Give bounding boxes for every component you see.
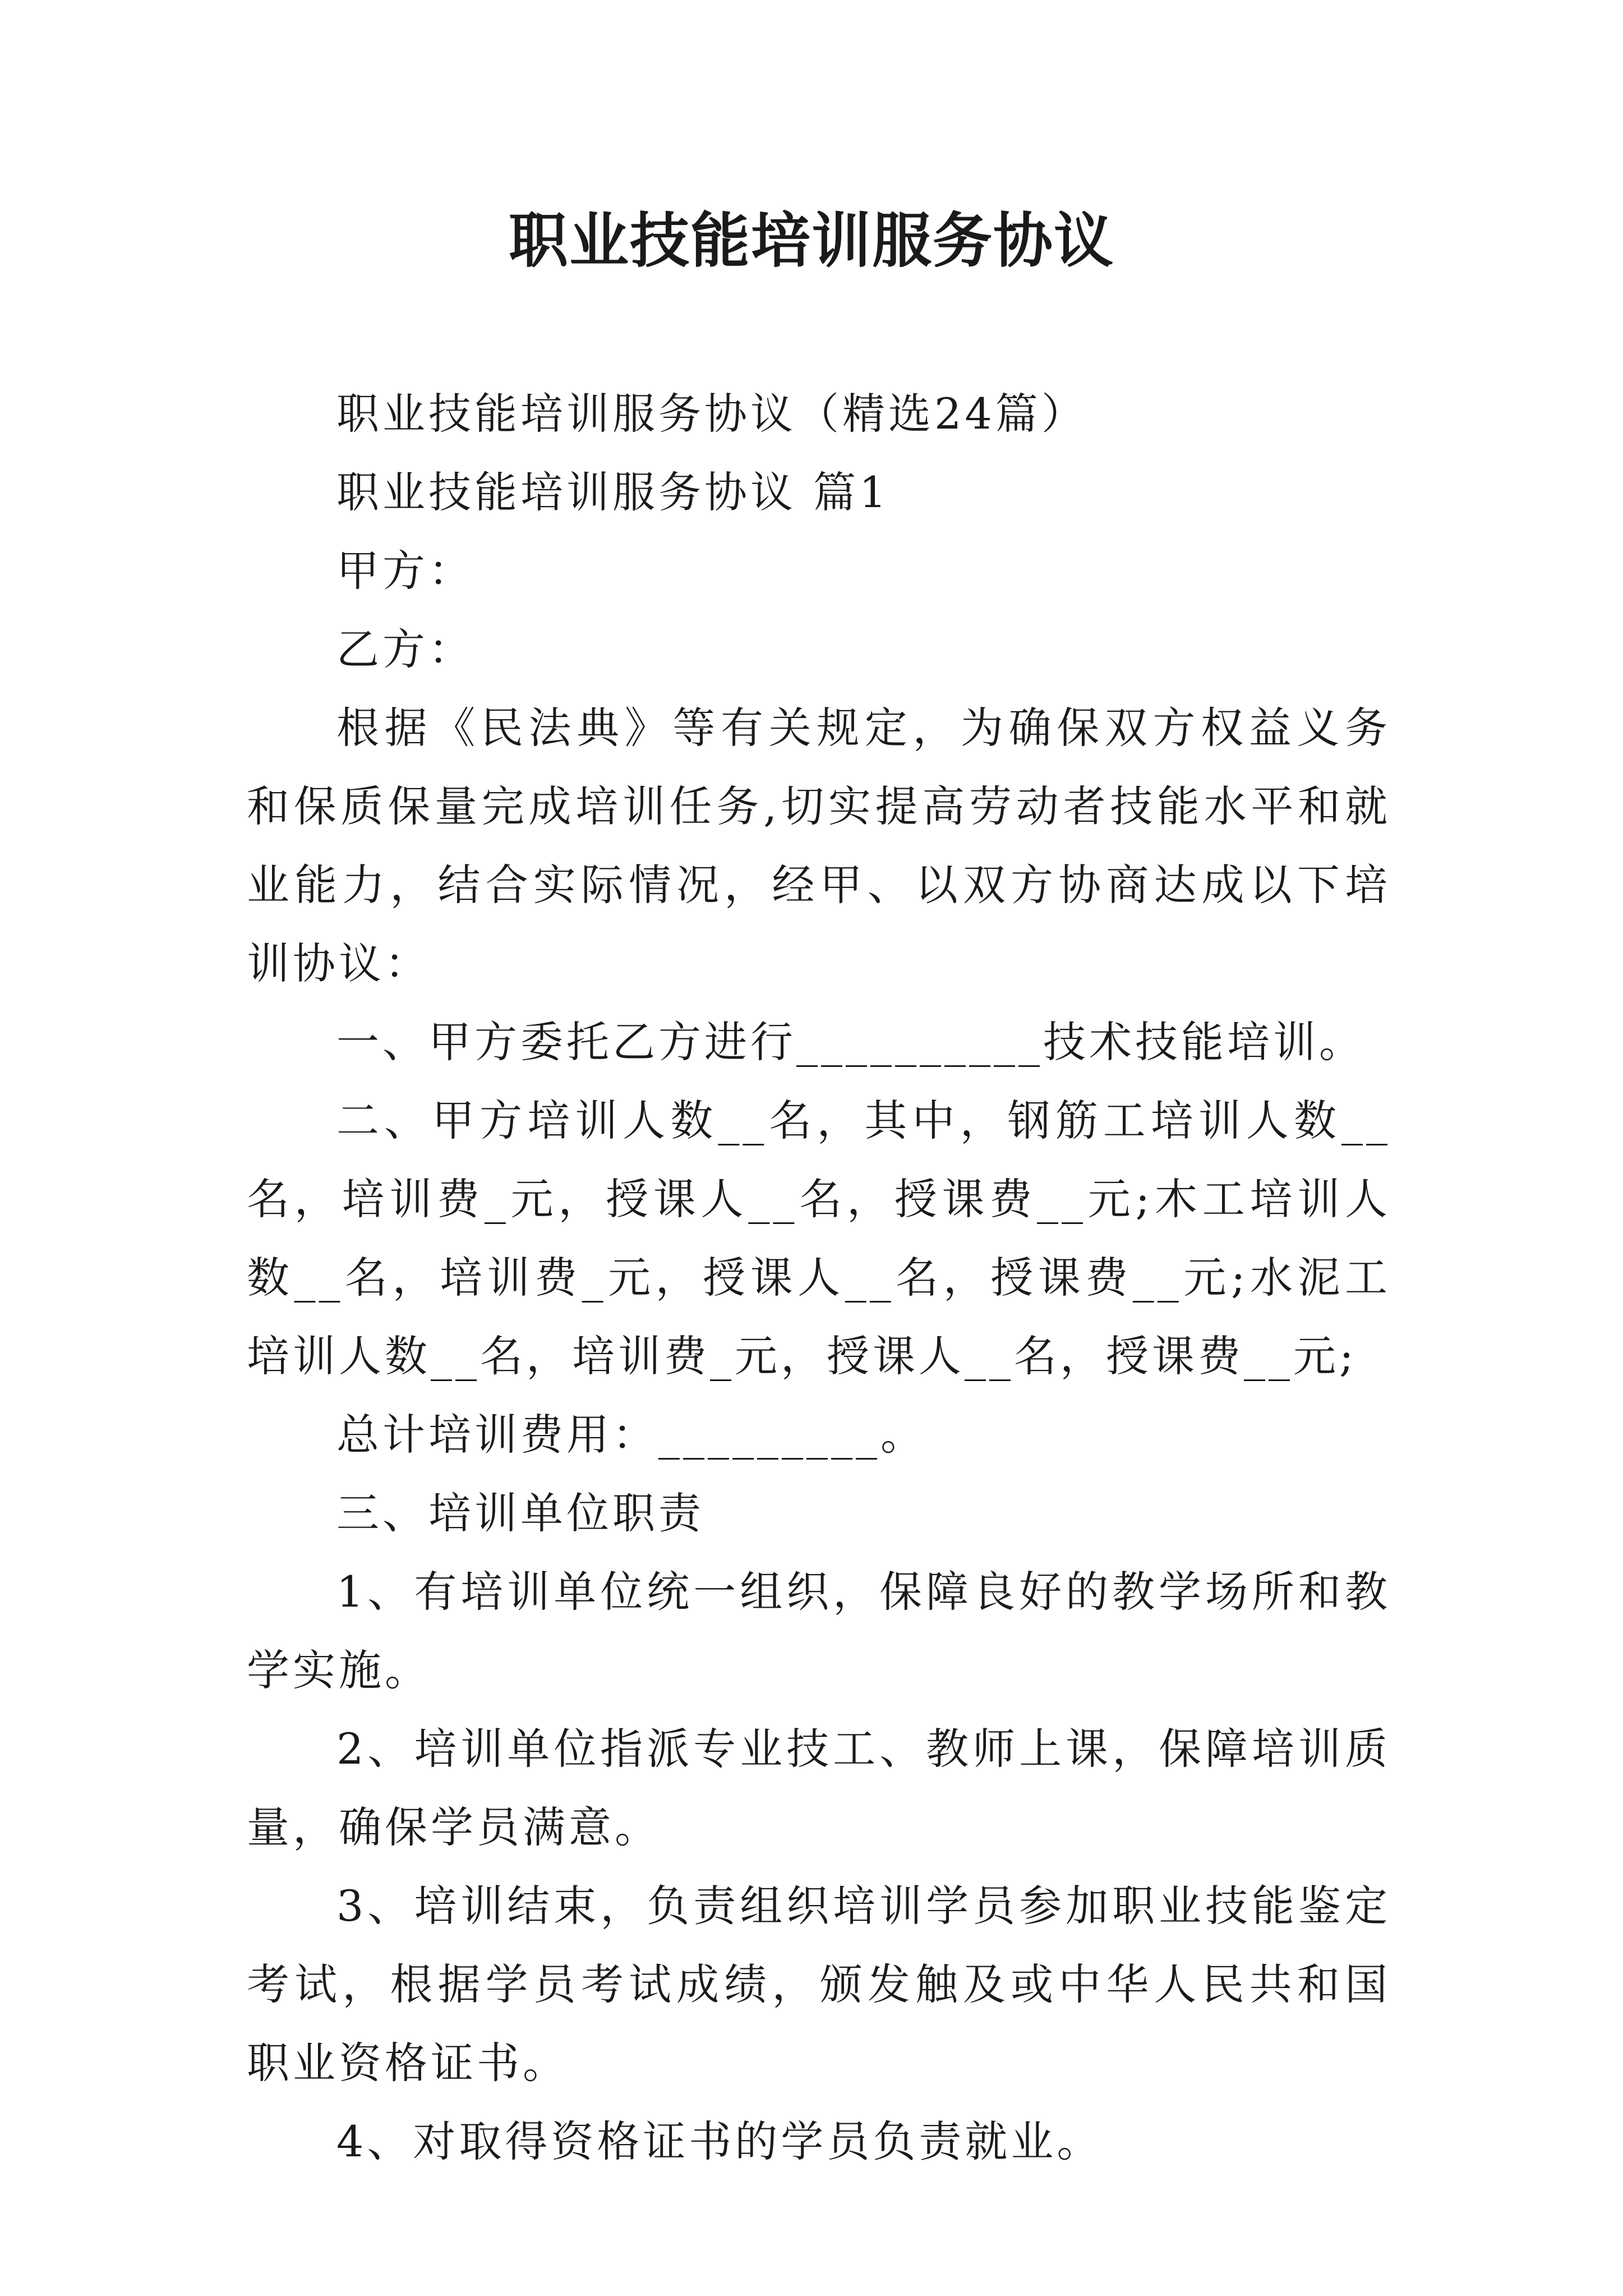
- paragraph-item-1: 1、有培训单位统一组织，保障良好的教学场所和教学实施。: [247, 1567, 1391, 1695]
- paragraph-subtitle: 职业技能培训服务协议（精选24篇）: [336, 389, 1087, 439]
- paragraph-section-heading: 职业技能培训服务协议 篇1: [336, 467, 890, 517]
- paragraph-clause-1: 一、甲方委托乙方进行__________技术技能培训。: [336, 1017, 1365, 1067]
- paragraph-preamble: 根据《民法典》等有关规定，为确保双方权益义务和保质保量完成培训任务,切实提高劳动者技能水平和就业能力，结合实际情况，经甲、以双方协商达成以下培训协议：: [247, 703, 1391, 988]
- paragraph-clause-3-heading: 三、培训单位职责: [336, 1488, 704, 1538]
- paragraph-party-a: 甲方：: [336, 546, 474, 596]
- paragraph-item-2: 2、培训单位指派专业技工、教师上课，保障培训质量，确保学员满意。: [247, 1724, 1391, 1852]
- paragraph-party-b: 乙方：: [336, 624, 474, 674]
- paragraph-item-3: 3、培训结束，负责组织培训学员参加职业技能鉴定考试，根据学员考试成绩，颁发触及或中华人民共和国职业资格证书。: [247, 1881, 1391, 2088]
- paragraph-item-4: 4、对取得资格证书的学员负责就业。: [336, 2116, 1103, 2166]
- document-title: 职业技能培训服务协议: [509, 206, 1114, 275]
- paragraph-clause-2: 二、甲方培训人数__名，其中，钢筋工培训人数__名，培训费_元，授课人__名，授课费__元;木工培训人数__名，培训费_元，授课人__名，授课费__元;水泥工培训人数__名，培训费_元，授课人__名，授课费__元;: [247, 1096, 1391, 1381]
- document-body: [247, 375, 1391, 2181]
- paragraph-total-fee: 总计培训费用：_________。: [336, 1410, 926, 1460]
